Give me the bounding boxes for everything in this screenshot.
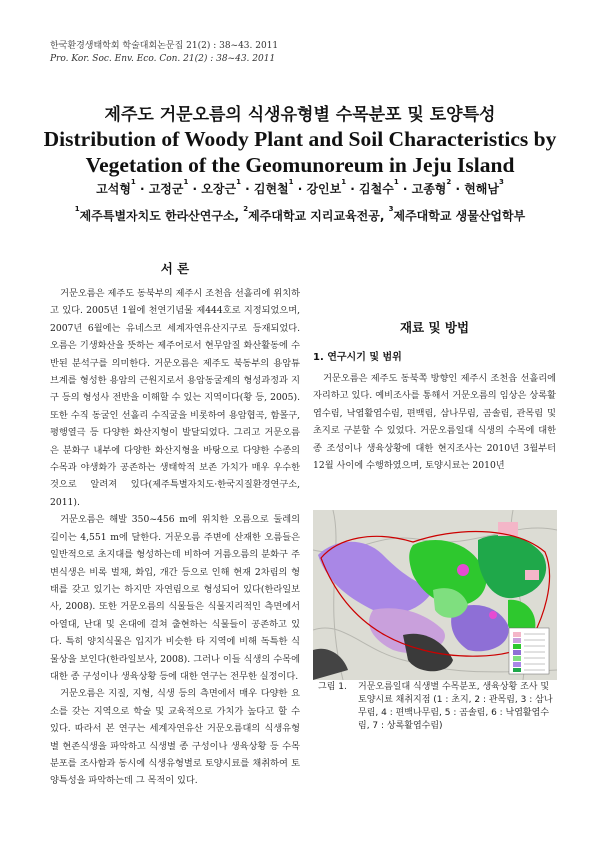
map-zone-grassland-2 — [525, 570, 539, 580]
methods-text — [313, 370, 556, 474]
intro-paragraph-3: 거문오름은 지질, 지형, 식생 등의 측면에서 매우 다양한 요소를 갖는 지역으로 학술 및 교육적으로 가치가 높다고 할 수 있다. 따라서 본 연구는 세계자연유산 거문오름대의 식생유형별 현존식생을 파악하고 식생별 종 구성이나 생육상황 등 수목분포를 조사함과 동시에 식생유형별로 토양시료를 채취하여 토양특성을 파악하는데 그 목적이 있다. — [50, 688, 300, 787]
author: 현해남$^3$ — [464, 178, 504, 196]
vegetation-map — [313, 510, 557, 680]
intro-paragraph-1: 거문오름은 제주도 동북부의 제주시 조천읍 선흘리에 위치하고 있다. 2005년 1월에 천연기념물 제444호로 지정되었으며, 2007년 6월에는 유네스코 세계자연유산지구로 등재되었다. 오름은 기생화산을 뜻하는 제주어로서 현무암질 화산활동에 수반된 분석구를 의미한다. 거문오름은 제주도 북동부의 용암튜브계를 형성한 용암의 근원지로서 용암동굴계의 형성과정과 지구 등의 형성사 전반을 이해할 수 있는 지역이다(황 등, 2005). 또한 수직 동굴인 선흘리 수직굴을 비롯하여 용암협곡, 함몰구, 평행열극 등 다양한 화산지형이 발달되었다. 그리고 거문오름은 분화구 내부에 다양한 화산지형을 바탕으로 다양한 수종의 수목과 야생화가 공존하는 생태학적 보존 가치가 매우 우수한 것으로 알려져 있다(제주특별자치도·한국지질환경연구소, 2011). — [50, 288, 300, 508]
author: 김현철$^1$ — [253, 178, 294, 196]
author: 강인보$^1$ — [306, 178, 347, 196]
affiliation: $^1$제주특별자치도 한라산연구소 — [74, 205, 235, 223]
author: 오장근$^1$ — [201, 178, 241, 196]
figure-caption-text: 거문오름일대 식생별 수목분포, 생육상황 조사 및 토양시료 채취지점 (1 : 초지, 2 : 관목림, 3 : 삼나무림, 4 : 편백나무림, 5 : 곰솔림, 6 : 낙엽활엽수림, 7 : 상록활엽수림) — [358, 682, 553, 731]
author: 김철수$^1$ — [359, 178, 399, 196]
figure-caption — [318, 681, 558, 733]
title-korean: 제주도 거문오름의 식생유형별 수목분포 및 토양특성 — [104, 105, 496, 125]
intro-paragraph-2: 거문오름은 해발 350~456 m에 위치한 오름으로 둘레의 길이는 4,551 m에 달한다. 거문오름 주변에 산재한 오름들은 일반적으로 초지대를 형성하는데 비하여 거름오름의 분화구 주변식생은 비록 벌채, 화입, 개간 등으로 인해 현재 2차림의 형태를 갖고 있기는 하지만 자연림으로 형성되어 있다(한라일보사, 2008). 또한 거문오름의 식물들은 식물지리적인 측면에서 아열대, 난대 및 온대에 걸쳐 출현하는 식물들이 공존하고 있다. 특히 양치식물은 입지가 비슷한 타 지역에 비해 독특한 식물상을 보인다(한라일보사, 2008). 그러나 이들 식생의 수목에 대한 종 구성이나 생육상황 등에 대한 연구는 전무한 실정이다. — [50, 514, 300, 682]
map-marker — [457, 564, 469, 576]
author: 고종형$^2$ — [411, 178, 452, 196]
journal-kr: 한국환경생태학회 학술대회논문집 21(2) : 38~43. 2011 — [50, 41, 279, 51]
section-heading-methods: 재료 및 방법 — [399, 320, 470, 335]
author: 고정군$^1$ — [148, 178, 189, 196]
affiliation: $^2$제주대학교 지리교육전공 — [243, 205, 380, 223]
figure-number: 그림 1. — [318, 682, 347, 692]
methods-paragraph-1: 거문오름은 제주도 동북쪽 방향인 제주시 조천읍 선흘리에 자리하고 있다. 예비조사를 통해서 거문오름의 임상은 상록활엽수림, 낙엽활엽수림, 편백림, 삼나무림, 곰솔림, 관목림 및 초지로 구분할 수 있었다. 거문오름일대 식생의 수목에 대한 종 조성이나 생육상황에 대한 현지조사는 2010년 3월부터 12월 사이에 수행하였으며, 토양시료는 2010년 — [313, 373, 556, 472]
intro-column — [50, 285, 300, 790]
author: 고석형$^1$ — [96, 178, 136, 196]
section-heading-intro: 서 론 — [160, 261, 190, 276]
author-list: 고석형$^1$ · 고정군$^1$ · 오장근$^1$ · 김현철$^1$ · 강인보$^1$ · 김철수$^1$ · 고종형$^2$ · 현해남$^3$ — [96, 178, 504, 196]
title-english — [0, 126, 600, 178]
journal-info — [50, 40, 278, 66]
title-english-line2: Vegetation of the Geomunoreum in Jeju Island — [85, 153, 515, 177]
subsection-heading: 1. 연구시기 및 범위 — [313, 352, 402, 363]
journal-en: Pro. Kor. Soc. Env. Eco. Con. 21(2) : 38~43. 2011 — [50, 54, 276, 64]
map-marker — [489, 611, 497, 619]
title-english-line1: Distribution of Woody Plant and Soil Characteristics by — [43, 127, 557, 151]
affiliation: $^3$제주대학교 생물산업학부 — [388, 205, 526, 223]
vegetation-map-figure — [313, 510, 557, 680]
affiliation-list: $^1$제주특별자치도 한라산연구소, $^2$제주대학교 지리교육전공, $^3$제주대학교 생물산업학부 — [74, 205, 526, 223]
